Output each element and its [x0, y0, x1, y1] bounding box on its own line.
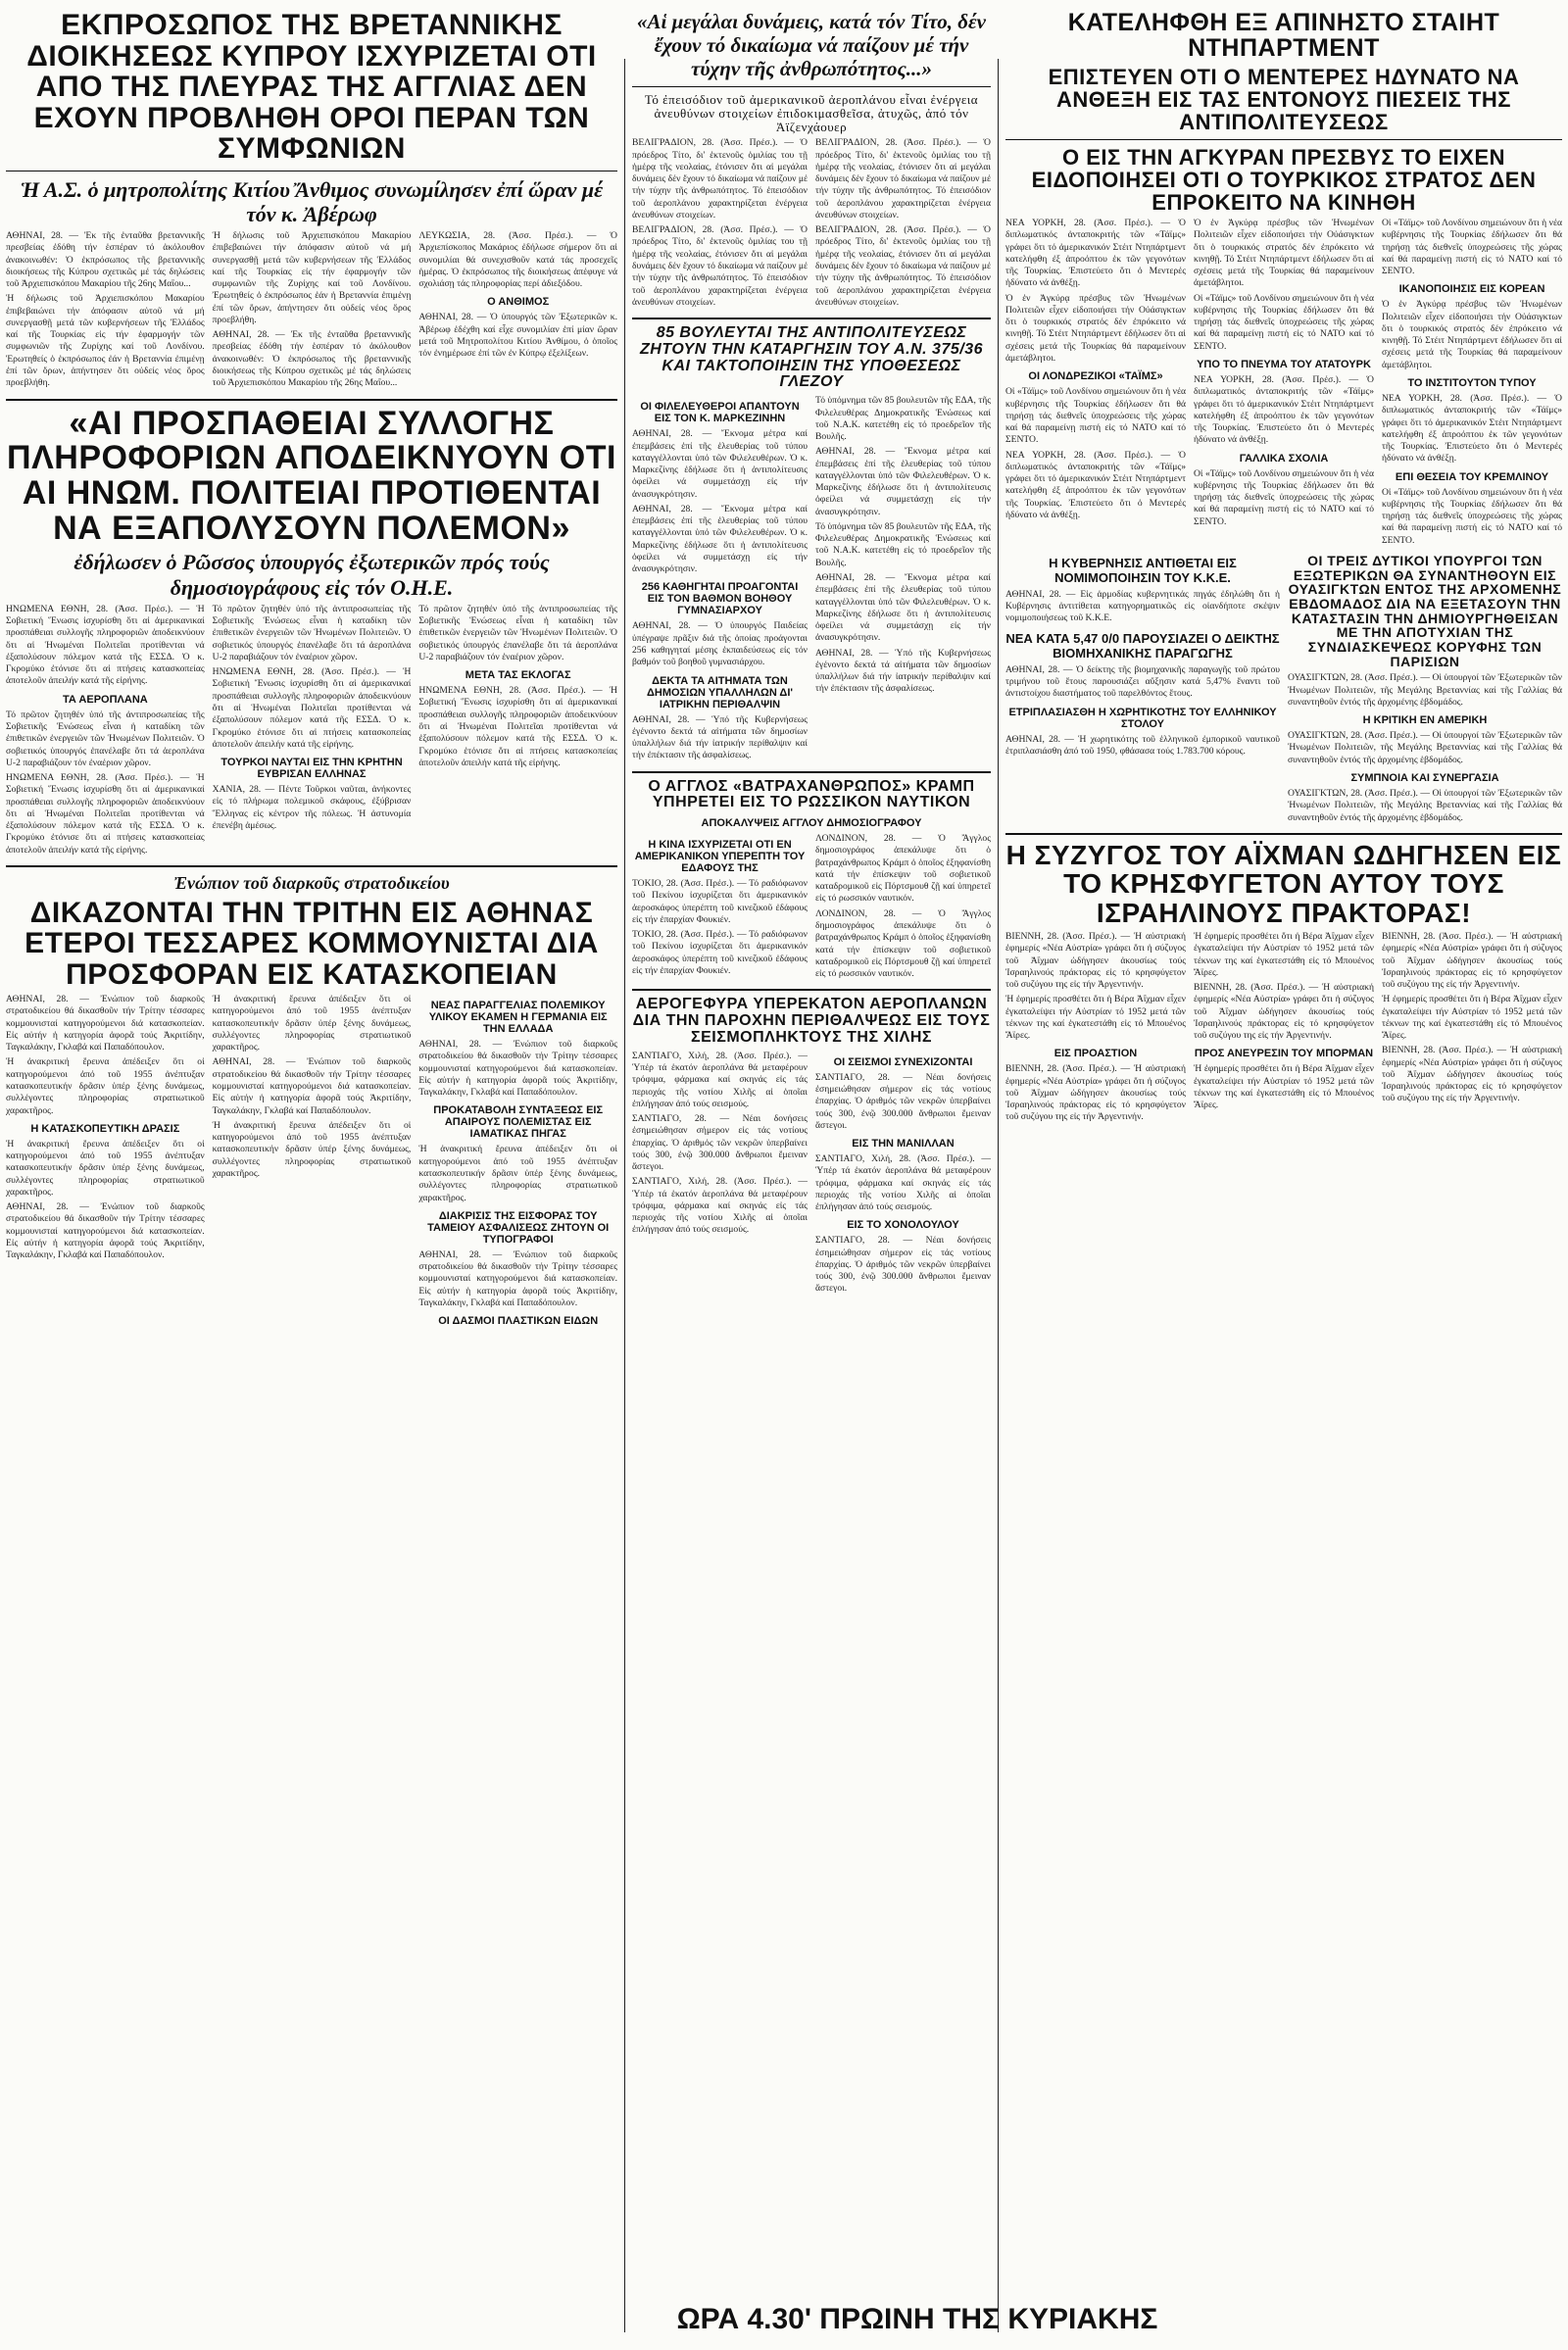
headline-chile: ΑΕΡΟΓΕΦΥΡΑ ΥΠΕΡΕΚΑΤΟΝ ΑΕΡΟΠΛΑΝΩΝ ΔΙΑ ΤΗΝ ΠΑΡΟΧΗΝ ΠΕΡΙΘΑΛΨΕΩΣ ΕΙΣ ΤΟΥΣ ΣΕΙΣΜΟΠΛΗΚΤΟΥΣ ΤΗΣ ΧΙΛΗΣ [632, 996, 991, 1046]
article-text: ΣΑΝΤΙΑΓΟ, 28. — Νέαι δονήσεις ἐσημειώθησαν σήμερον εἰς τάς νοτίους ἐπαρχίας. Ὁ ἀριθμός τῶν νεκρῶν ὑπερβαίνει τούς 300, ἐνῷ 300.000 ἄνθρωποι ἔμειναν ἄστεγοι. [815, 1071, 991, 1131]
article-text: ΗΝΩΜΕΝΑ ΕΘΝΗ, 28. (Ἀσσ. Πρέσ.). — Ἡ Σοβιετική Ἕνωσις ἰσχυρίσθη ὅτι αἱ ἀμερικανικαί προσπάθειαι συλλογῆς πληροφοριῶν ἀποδεικνύουν ὅτι αἱ Ἡνωμέναι Πολιτεῖαι προτίθενται νά ἐξαπολύσουν πόλεμον κατά τῆς ΕΣΣΔ. Ὁ κ. Γκρομύκο ἐτόνισε ὅτι αἱ πτήσεις κατασκοπείας ἀποτελοῦν ἀπειλήν κατά τῆς εἰρήνης. [6, 772, 205, 856]
article-text: ΒΙΕΝΝΗ, 28. (Ἀσσ. Πρέσ.). — Ἡ αὐστριακή ἐφημερίς «Νέα Αὐστρία» γράφει ὅτι ἡ σύζυγος τοῦ Ἀΐχμαν ὡδήγησεν ἀκουσίως τούς Ἰσραηλινούς πράκτορας εἰς τό κρησφύγετον τοῦ συζύγου της εἰς τήν Ἀργεντινήν. [1194, 982, 1374, 1042]
article-text: ΑΘΗΝΑΙ, 28. — Ἐνώπιον τοῦ διαρκοῦς στρατοδικείου θά δικασθοῦν τήν Τρίτην τέσσαρες κομμουνισταί κατηγορούμενοι διά κατασκοπείαν. Εἰς αὐτήν ἡ κατηγορία ἀφορᾶ τούς Ἀκριτίδην, Ταγκαλάκην, Γκλαβά καί Παπαδόπουλον. [418, 1039, 618, 1099]
article-soviet [6, 604, 617, 859]
article-text: ΟΥΑΣΙΓΚΤΩΝ, 28. (Ἀσσ. Πρέσ.). — Οἱ ὑπουργοί τῶν Ἐξωτερικῶν τῶν Ἡνωμένων Πολιτειῶν, τῆς Μεγάλης Βρεταννίας καί τῆς Γαλλίας θά συναντηθοῦν ἐντός τῆς ἀρχομένης ἑβδομάδος. [1288, 730, 1562, 765]
article-text: Ὁ ἐν Ἀγκύρᾳ πρέσβυς τῶν Ἡνωμένων Πολιτειῶν εἶχεν εἰδοποιήσει τήν Οὐάσιγκτων ὅτι ὁ τουρκικός στρατός δέν ἐπρόκειτο νά κινηθῇ. Τό Στέιτ Ντηπάρτμεντ ἐδήλωσεν ὅτι αἱ σχέσεις μετά τῆς Τουρκίας θά παραμείνουν ἀμετάβλητοι. [1194, 218, 1374, 289]
section-caption: ΔΕΚΤΑ ΤΑ ΑΙΤΗΜΑΤΑ ΤΩΝ ΔΗΜΟΣΙΩΝ ΥΠΑΛΛΗΛΩΝ ΔΙ' ΙΑΤΡΙΚΗΝ ΠΕΡΙΘΑΛΨΙΝ [646, 674, 793, 710]
article-text: ΒΕΛΙΓΡΑΔΙΟΝ, 28. (Ἀσσ. Πρέσ.). — Ὁ πρόεδρος Τίτο, δι' ἐκτενοῦς ὁμιλίας του τῇ ἡμέρᾳ τῆς νεολαίας, ἐτόνισεν ὅτι αἱ μεγάλαι δυνάμεις δέν ἔχουν τό δικαίωμα νά παίζουν μέ τήν τύχην τῆς ἀνθρωπότητος. Τό ἐπεισόδιον τοῦ ἀεροπλάνου χαρακτηρίζεται ἐνέργεια ἀνευθύνων στοιχείων. [632, 137, 808, 220]
headline-crabb: Ο ΑΓΓΛΟΣ «ΒΑΤΡΑΧΑΝΘΡΩΠΟΣ» ΚΡΑΜΠ ΥΠΗΡΕΤΕΙ ΕΙΣ ΤΟ ΡΩΣΣΙΚΟΝ ΝΑΥΤΙΚΟΝ [648, 777, 975, 811]
column-left [0, 0, 623, 2350]
section-caption: Η ΚΙΝΑ ΙΣΧΥΡΙΖΕΤΑΙ ΟΤΙ ΕΝ ΑΜΕΡΙΚΑΝΙΚΟΝ ΥΠΕΡΕΠΤΗ ΤΟΥ ΕΔΑΦΟΥΣ ΤΗΣ [634, 839, 806, 875]
article-text: ΑΘΗΝΑΙ, 28. — Ἐνώπιον τοῦ διαρκοῦς στρατοδικείου θά δικασθοῦν τήν Τρίτην τέσσαρες κομμουνισταί κατηγορούμενοι διά κατασκοπείαν. Εἰς αὐτήν ἡ κατηγορία ἀφορᾶ τούς Ἀκριτίδην, Ταγκαλάκην, Γκλαβά καί Παπαδόπουλον. [212, 1056, 412, 1116]
section-caption: ΤΟΥΡΚΟΙ ΝΑΥΤΑΙ ΕΙΣ ΤΗΝ ΚΡΗΤΗΝ ΕΥΒΡΙΣΑΝ ΕΛΛΗΝΑΣ [220, 757, 403, 781]
article-text: Ἡ ἀνακριτική ἔρευνα ἀπέδειξεν ὅτι οἱ κατηγορούμενοι ἀπό τοῦ 1955 ἀνέπτυξαν κατασκοπευτικήν δρᾶσιν ὑπέρ ξένης δυνάμεως, συλλέγοντες πληροφορίας στρατιωτικοῦ χαρακτῆρος. [212, 1119, 412, 1179]
article-text: Ἡ ἀνακριτική ἔρευνα ἀπέδειξεν ὅτι οἱ κατηγορούμενοι ἀπό τοῦ 1955 ἀνέπτυξαν κατασκοπευτικήν δρᾶσιν ὑπέρ ξένης δυνάμεως, συλλέγοντες πληροφορίας στρατιωτικοῦ χαρακτῆρος. [418, 1144, 618, 1203]
article-text: ΒΕΛΙΓΡΑΔΙΟΝ, 28. (Ἀσσ. Πρέσ.). — Ὁ πρόεδρος Τίτο, δι' ἐκτενοῦς ὁμιλίας του τῇ ἡμέρᾳ τῆς νεολαίας, ἐτόνισεν ὅτι αἱ μεγάλαι δυνάμεις δέν ἔχουν τό δικαίωμα νά παίζουν μέ τήν τύχην τῆς ἀνθρωπότητος. Τό ἐπεισόδιον τοῦ ἀεροπλάνου χαρακτηρίζεται ἐνέργεια ἀνευθύνων στοιχείων. [632, 224, 808, 308]
divider [1005, 833, 1562, 835]
article-text: ΒΙΕΝΝΗ, 28. (Ἀσσ. Πρέσ.). — Ἡ αὐστριακή ἐφημερίς «Νέα Αὐστρία» γράφει ὅτι ἡ σύζυγος τοῦ Ἀΐχμαν ὡδήγησεν ἀκουσίως τούς Ἰσραηλινούς πράκτορας εἰς τό κρησφύγετον τοῦ συζύγου της εἰς τήν Ἀργεντινήν. [1005, 1063, 1186, 1123]
headline-communists: ΔΙΚΑΖΟΝΤΑΙ ΤΗΝ ΤΡΙΤΗΝ ΕΙΣ ΑΘΗΝΑΣ ΕΤΕΡΟΙ ΤΕΣΣΑΡΕΣ ΚΟΜΜΟΥΝΙΣΤΑΙ ΔΙΑ ΠΡΟΣΦΟΡΑΝ ΕΙΣ ΚΑΤΑΣΚΟΠΕΙΑΝ [24, 896, 599, 991]
footer-time-stamp: ΩΡΑ 4.30' ΠΡΩΙΝΗ ΤΗΣ ΚΥΡΙΑΚΗΣ [676, 2303, 1158, 2335]
article-text: ΧΑΝΙΑ, 28. — Πέντε Τοῦρκοι ναῦται, ἀνήκοντες εἰς τό πλήρωμα πολεμικοῦ σκάφους, ἐξύβρισαν Ἕλληνας εἰς κέντρον τῆς πόλεως. Ἡ ἀστυνομία ἐπενέβη ἀμέσως. [212, 784, 412, 831]
article-text: ΑΘΗΝΑΙ, 28. — Ἔκνομα μέτρα καί ἐπεμβάσεις ἐπί τῆς ἐλευθερίας τοῦ τύπου καταγγέλλονται ὑπό τῶν Φιλελευθέρων. Ὁ κ. Μαρκεζίνης ἐδήλωσε ὅτι ἡ ἀντιπολίτευσις ὀφείλει νά συμμετάσχῃ εἰς τήν ἀνασυγκρότησιν. [815, 571, 991, 644]
article-text: ΒΙΕΝΝΗ, 28. (Ἀσσ. Πρέσ.). — Ἡ αὐστριακή ἐφημερίς «Νέα Αὐστρία» γράφει ὅτι ἡ σύζυγος τοῦ Ἀΐχμαν ὡδήγησεν ἀκουσίως τούς Ἰσραηλινούς πράκτορας εἰς τό κρησφύγετον τοῦ συζύγου της εἰς τήν Ἀργεντινήν. [1382, 1045, 1562, 1104]
section-caption: ΟΙ ΔΑΣΜΟΙ ΠΛΑΣΤΙΚΩΝ ΕΙΔΩΝ [438, 1315, 599, 1328]
section-caption: ΑΠΟΚΑΛΥΨΕΙΣ ΑΓΓΛΟΥ ΔΗΜΟΣΙΟΓΡΑΦΟΥ [701, 817, 922, 830]
headline-85-mps: 85 ΒΟΥΛΕΥΤΑΙ ΤΗΣ ΑΝΤΙΠΟΛΙΤΕΥΣΕΩΣ ΖΗΤΟΥΝ ΤΗΝ ΚΑΤΑΡΓΗΣΙΝ ΤΟΥ Α.Ν. 375/36 ΚΑΙ ΤΑΚΤΟΠΟΙΗΣΙΝ ΤΗΣ ΥΠΟΘΕΣΕΩΣ ΓΛΕΖΟΥ [640, 324, 983, 391]
subheadline-anthimos: Ἡ Α.Σ. ὁ μητροπολίτης Κιτίου Ἄνθιμος συνωμίλησεν ἐπί ὥραν μέ τόν κ. Ἀβέρωφ [20, 176, 604, 226]
article-text: ΑΘΗΝΑΙ, 28. — Ὁ ὑπουργός Παιδείας ὑπέγραψε πρᾶξιν διά τῆς ὁποίας προάγονται 256 καθηγηταί μέσης ἐκπαιδεύσεως εἰς τόν βαθμόν τοῦ βοηθοῦ γυμνασιάρχου. [632, 620, 808, 668]
article-text: ΣΑΝΤΙΑΓΟ, 28. — Νέαι δονήσεις ἐσημειώθησαν σήμερον εἰς τάς νοτίους ἐπαρχίας. Ὁ ἀριθμός τῶν νεκρῶν ὑπερβαίνει τούς 300, ἐνῷ 300.000 ἄνθρωποι ἔμειναν ἄστεγοι. [815, 1235, 991, 1295]
section-caption: ΓΑΛΛΙΚΑ ΣΧΟΛΙΑ [1239, 452, 1329, 465]
subheadline-gromyko: ἐδήλωσεν ὁ Ρῶσσος ὑπουργός ἐξωτερικῶν πρός τούς δημοσιογράφους εἰς τόν Ο.Η.Ε. [74, 550, 550, 600]
article-cyprus [6, 230, 617, 392]
article-text: ΒΕΛΙΓΡΑΔΙΟΝ, 28. (Ἀσσ. Πρέσ.). — Ὁ πρόεδρος Τίτο, δι' ἐκτενοῦς ὁμιλίας του τῇ ἡμέρᾳ τῆς νεολαίας, ἐτόνισεν ὅτι αἱ μεγάλαι δυνάμεις δέν ἔχουν τό δικαίωμα νά παίζουν μέ τήν τύχην τῆς ἀνθρωπότητος. Τό ἐπεισόδιον τοῦ ἀεροπλάνου χαρακτηρίζεται ἐνέργεια ἀνευθύνων στοιχείων. [815, 224, 991, 308]
article-text: ΣΑΝΤΙΑΓΟ, Χιλή, 28. (Ἀσσ. Πρέσ.). — Ὑπέρ τά ἑκατόν ἀεροπλάνα θά μεταφέρουν τρόφιμα, φάρμακα καί σκηνάς εἰς τάς περιοχάς τῆς νοτίου Χιλῆς αἱ ὁποῖαι ἐπλήγησαν ἀπό τούς σεισμούς. [632, 1050, 808, 1109]
article-chile [632, 1051, 991, 1298]
divider [632, 989, 991, 991]
section-caption: Η ΚΥΒΕΡΝΗΣΙΣ ΑΝΤΙΘΕΤΑΙ ΕΙΣ ΝΟΜΙΜΟΠΟΙΗΣΙΝ ΤΟΥ Κ.Κ.Ε. [1049, 555, 1237, 585]
article-text: ΝΕΑ ΥΟΡΚΗ, 28. (Ἀσσ. Πρέσ.). — Ὁ διπλωματικός ἀνταποκριτής τῶν «Τάϊμς» γράφει ὅτι τό ἀμερικανικόν Στέιτ Ντηπάρτμεντ κατελήφθη ἐξ ἀπροόπτου ἐκ τῶν γεγονότων τῆς Τουρκίας. Ἐπιστεύετο ὅτι ὁ Μεντερές ἠδύνατο νά ἀνθέξῃ. [1005, 449, 1186, 520]
article-text: ΒΕΛΙΓΡΑΔΙΟΝ, 28. (Ἀσσ. Πρέσ.). — Ὁ πρόεδρος Τίτο, δι' ἐκτενοῦς ὁμιλίας του τῇ ἡμέρᾳ τῆς νεολαίας, ἐτόνισεν ὅτι αἱ μεγάλαι δυνάμεις δέν ἔχουν τό δικαίωμα νά παίζουν μέ τήν τύχην τῆς ἀνθρωπότητος. Τό ἐπεισόδιον τοῦ ἀεροπλάνου χαρακτηρίζεται ἐνέργεια ἀνευθύνων στοιχείων. [815, 137, 991, 220]
column-right [1000, 0, 1568, 2350]
divider [6, 865, 617, 867]
article-text: ΣΑΝΤΙΑΓΟ, Χιλή, 28. (Ἀσσ. Πρέσ.). — Ὑπέρ τά ἑκατόν ἀεροπλάνα θά μεταφέρουν τρόφιμα, φάρμακα καί σκηνάς εἰς τάς περιοχάς τῆς νοτίου Χιλῆς αἱ ὁποῖαι ἐπλήγησαν ἀπό τούς σεισμούς. [815, 1153, 991, 1213]
article-text: Τό ὑπόμνημα τῶν 85 βουλευτῶν τῆς ΕΔΑ, τῆς Φιλελευθέρας Δημοκρατικῆς Ἑνώσεως καί τοῦ Ν.Α.Κ. κατετέθη εἰς τό προεδρεῖον τῆς Βουλῆς. [815, 395, 992, 443]
article-text: ΑΘΗΝΑΙ, 28. — Ἐνώπιον τοῦ διαρκοῦς στρατοδικείου θά δικασθοῦν τήν Τρίτην τέσσαρες κομμουνισταί κατηγορούμενοι διά κατασκοπείαν. Εἰς αὐτήν ἡ κατηγορία ἀφορᾶ τούς Ἀκριτίδην, Ταγκαλάκην, Γκλαβά καί Παπαδόπουλον. [418, 1248, 618, 1308]
section-caption: Η ΚΑΤΑΣΚΟΠΕΥΤΙΚΗ ΔΡΑΣΙΣ [30, 1122, 180, 1135]
article-text: Ἡ δήλωσις τοῦ Ἀρχιεπισκόπου Μακαρίου ἐπιβεβαιώνει τήν ἀπόφασιν αὐτοῦ νά μή συνεργασθῇ μετά τῶν κυβερνήσεων τῆς Ἑλλάδος καί τῆς Τουρκίας εἰς τήν ἐφαρμογήν τῶν συμφωνιῶν τῆς Ζυρίχης καί τοῦ Λονδίνου. Ἐρωτηθείς ὁ ἐκπρόσωπος ἐάν ἡ Βρεταννία ἐπιμένῃ ἐπί τῶν ὅρων, ἀπήντησεν ὅτι οὐδείς νέος ὅρος προεβλήθη. [6, 293, 205, 389]
article-court [6, 994, 617, 1331]
article-text: Τό πρῶτον ζητηθέν ὑπό τῆς ἀντιπροσωπείας τῆς Σοβιετικῆς Ἑνώσεως εἶναι ἡ καταδίκη τῶν ἐπιθετικῶν ἐνεργειῶν τῶν Ἡνωμένων Πολιτειῶν. Ὁ σοβιετικός ὑπουργός ἐπανέλαβε ὅτι τά ἀεροπλάνα U-2 παραβιάζουν τόν ἐναέριον χῶρον. [418, 603, 618, 662]
article-text: ΛΟΝΔΙΝΟΝ, 28. — Ὁ Ἄγγλος δημοσιογράφος ἀπεκάλυψε ὅτι ὁ βατραχάνθρωπος Κράμπ ὁ ὁποῖος ἐξηφανίσθη κατά τήν ἐπίσκεψιν τοῦ σοβιετικοῦ καταδρομικοῦ εἰς Πόρτσμουθ ζῇ καί ὑπηρετεῖ εἰς τό ρωσσικόν ναυτικόν. [815, 907, 991, 980]
section-caption: ΕΙΣ ΤΟ ΧΟΝΟΛΟΥΛΟΥ [847, 1219, 959, 1232]
headline-tito: «Αἱ μεγάλαι δυνάμεις, κατά τόν Τίτο, δέν ἔχουν τό δικαίωμα νά παίζουν μέ τήν τύχην τῆς ἀνθρωπότητος...» [637, 10, 986, 81]
article-text: ΝΕΑ ΥΟΡΚΗ, 28. (Ἀσσ. Πρέσ.). — Ὁ διπλωματικός ἀνταποκριτής τῶν «Τάϊμς» γράφει ὅτι τό ἀμερικανικόν Στέιτ Ντηπάρτμεντ κατελήφθη ἐξ ἀπροόπτου ἐκ τῶν γεγονότων τῆς Τουρκίας. Ἐπιστεύετο ὅτι ὁ Μεντερές ἠδύνατο νά ἀνθέξῃ. [1382, 392, 1562, 465]
article-text: ΒΙΕΝΝΗ, 28. (Ἀσσ. Πρέσ.). — Ἡ αὐστριακή ἐφημερίς «Νέα Αὐστρία» γράφει ὅτι ἡ σύζυγος τοῦ Ἀΐχμαν ὡδήγησεν ἀκουσίως τούς Ἰσραηλινούς πράκτορας εἰς τό κρησφύγετον τοῦ συζύγου της εἰς τήν Ἀργεντινήν. [1382, 930, 1562, 991]
article-text: ΣΑΝΤΙΑΓΟ, 28. — Νέαι δονήσεις ἐσημειώθησαν σήμερον εἰς τάς νοτίους ἐπαρχίας. Ὁ ἀριθμός τῶν νεκρῶν ὑπερβαίνει τούς 300, ἐνῷ 300.000 ἄνθρωποι ἔμειναν ἄστεγοι. [632, 1113, 808, 1173]
article-mps [632, 395, 991, 764]
article-text: ΑΘΗΝΑΙ, 28. — Ὁ δείκτης τῆς βιομηχανικῆς παραγωγῆς τοῦ πρώτου τριμήνου τοῦ ἔτους παρουσιάζει αὔξησιν κατά 5,47% ἔναντι τοῦ ἀντιστοίχου διαστήματος τοῦ παρελθόντος ἔτους. [1005, 663, 1280, 700]
headline-state-dept: ΚΑΤΕΛΗΦΘΗ ΕΞ ΑΠΙΝΗΣΤΟ ΣΤΑΙΗΤ ΝΤΗΠΑΡΤΜΕΝΤ [1067, 9, 1500, 63]
article-text: ΤΟΚΙΟ, 28. (Ἀσσ. Πρέσ.). — Τό ραδιόφωνον τοῦ Πεκίνου ἰσχυρίζεται ὅτι ἀμερικανικόν ἀεροσκάφος ὑπερέπτη τοῦ κινεζικοῦ ἐδάφους εἰς τήν ἐπαρχίαν Φουκιέν. [632, 878, 808, 925]
article-text: Ἡ ἀνακριτική ἔρευνα ἀπέδειξεν ὅτι οἱ κατηγορούμενοι ἀπό τοῦ 1955 ἀνέπτυξαν κατασκοπευτικήν δρᾶσιν ὑπέρ ξένης δυνάμεως, συλλέγοντες πληροφορίας στρατιωτικοῦ χαρακτῆρος. [6, 1056, 205, 1116]
article-tito [632, 137, 991, 312]
article-text: Ἡ δήλωσις τοῦ Ἀρχιεπισκόπου Μακαρίου ἐπιβεβαιώνει τήν ἀπόφασιν αὐτοῦ νά μή συνεργασθῇ μετά τῶν κυβερνήσεων τῆς Ἑλλάδος καί τῆς Τουρκίας εἰς τήν ἐφαρμογήν τῶν συμφωνιῶν τῆς Ζυρίχης καί τοῦ Λονδίνου. Ἐρωτηθείς ὁ ἐκπρόσωπος ἐάν ἡ Βρεταννία ἐπιμένῃ ἐπί τῶν ὅρων, ἀπήντησεν ὅτι οὐδείς νέος ὅρος προεβλήθη. [212, 230, 412, 325]
article-text: ΑΘΗΝΑΙ, 28. — Ἔκνομα μέτρα καί ἐπεμβάσεις ἐπί τῆς ἐλευθερίας τοῦ τύπου καταγγέλλονται ὑπό τῶν Φιλελευθέρων. Ὁ κ. Μαρκεζίνης ἐδήλωσε ὅτι ἡ ἀντιπολίτευσις ὀφείλει νά συμμετάσχῃ εἰς τήν ἀνασυγκρότησιν. [632, 503, 808, 575]
column-rule [624, 59, 625, 2332]
column-rule [998, 59, 999, 2332]
headline-menderes: ΕΠΙΣΤΕΥΕΝ ΟΤΙ Ο ΜΕΝΤΕΡΕΣ ΗΔΥΝΑΤΟ ΝΑ ΑΝΘΕΞΗ ΕΙΣ ΤΑΣ ΕΝΤΟΝΟΥΣ ΠΙΕΣΕΙΣ ΤΗΣ ΑΝΤΙΠΟΛΙΤΕΥΣΕΩΣ [1048, 64, 1520, 134]
article-text: ΑΘΗΝΑΙ, 28. — Ἔκνομα μέτρα καί ἐπεμβάσεις ἐπί τῆς ἐλευθερίας τοῦ τύπου καταγγέλλονται ὑπό τῶν Φιλελευθέρων. Ὁ κ. Μαρκεζίνης ἐδήλωσε ὅτι ἡ ἀντιπολίτευσις ὀφείλει νά συμμετάσχῃ εἰς τήν ἀνασυγκρότησιν. [815, 446, 991, 517]
article-text: ΣΑΝΤΙΑΓΟ, Χιλή, 28. (Ἀσσ. Πρέσ.). — Ὑπέρ τά ἑκατόν ἀεροπλάνα θά μεταφέρουν τρόφιμα, φάρμακα καί σκηνάς εἰς τάς περιοχάς τῆς νοτίου Χιλῆς αἱ ὁποῖαι ἐπλήγησαν ἀπό τούς σεισμούς. [632, 1176, 808, 1236]
subheadline-plane: Τό ἐπεισόδιον τοῦ ἀμερικανικοῦ ἀεροπλάνου εἶναι ἐνέργεια ἀνευθύνων στοιχείων ἐπιδοκιμασθεῖσα, ἀτυχῶς, ἀπό τόν Ἀϊζενχάουερ [644, 92, 979, 134]
section-caption: ΕΠΙ ΘΕΣΕΙΑ ΤΟΥ ΚΡΕΜΛΙΝΟΥ [1395, 470, 1549, 483]
section-caption: ΕΙΣ ΤΗΝ ΜΑΝΙΛΛΑΝ [852, 1138, 955, 1151]
article-text: Οἱ «Τάϊμς» τοῦ Λονδίνου σημειώνουν ὅτι ἡ νέα κυβέρνησις τῆς Τουρκίας ἐδήλωσεν ὅτι θά τηρήσῃ τάς διεθνεῖς ὑποχρεώσεις τῆς χώρας καί θά παραμείνῃ πιστή εἰς τό ΝΑΤΟ καί τό ΣΕΝΤΟ. [1194, 292, 1374, 352]
section-caption: ΔΙΑΚΡΙΣΙΣ ΤΗΣ ΕΙΣΦΟΡΑΣ ΤΟΥ ΤΑΜΕΙΟΥ ΑΣΦΑΛΙΣΕΩΣ ΖΗΤΟΥΝ ΟΙ ΤΥΠΟΓΡΑΦΟΙ [427, 1209, 610, 1246]
section-caption: ΟΙ ΦΙΛΕΛΕΥΘΕΡΟΙ ΑΠΑΝΤΟΥΝ ΕΙΣ ΤΟΝ Κ. ΜΑΡΚΕΖΙΝΗΝ [640, 401, 800, 425]
article-text: Ἡ ἀνακριτική ἔρευνα ἀπέδειξεν ὅτι οἱ κατηγορούμενοι ἀπό τοῦ 1955 ἀνέπτυξαν κατασκοπευτικήν δρᾶσιν ὑπέρ ξένης δυνάμεως, συλλέγοντες πληροφορίας στρατιωτικοῦ χαρακτῆρος. [6, 1138, 205, 1198]
section-caption: ΤΑ ΑΕΡΟΠΛΑΝΑ [62, 693, 148, 706]
section-caption: ΠΡΟΚΑΤΑΒΟΛΗ ΣΥΝΤΑΞΕΩΣ ΕΙΣ ΑΠΑΙΡΟΥΣ ΠΟΛΕΜΙΣΤΑΣ ΕΙΣ ΙΑΜΑΤΙΚΑΣ ΠΗΓΑΣ [433, 1104, 604, 1141]
headline-cyprus: ΕΚΠΡΟΣΩΠΟΣ ΤΗΣ ΒΡΕΤΑΝΝΙΚΗΣ ΔΙΟΙΚΗΣΕΩΣ ΚΥΠΡΟΥ ΙΣΧΥΡΙΖΕΤΑΙ ΟΤΙ ΑΠΟ ΤΗΣ ΠΛΕΥΡΑΣ ΤΗΣ ΑΓΓΛΙΑΣ ΔΕΝ ΕΧΟΥΝ ΠΡΟΒΛΗΘΗ ΟΡΟΙ ΠΕΡΑΝ ΤΩΝ ΣΥΜΦΩΝΙΩΝ [26, 9, 597, 165]
divider [6, 399, 617, 401]
article-text: Οἱ «Τάϊμς» τοῦ Λονδίνου σημειώνουν ὅτι ἡ νέα κυβέρνησις τῆς Τουρκίας ἐδήλωσεν ὅτι θά τηρήσῃ τάς διεθνεῖς ὑποχρεώσεις τῆς χώρας καί θά παραμείνῃ πιστή εἰς τό ΝΑΤΟ καί τό ΣΕΝΤΟ. [1194, 467, 1374, 527]
section-caption: ΠΡΟΣ ΑΝΕΥΡΕΣΙΝ ΤΟΥ ΜΠΟΡΜΑΝ [1194, 1048, 1374, 1060]
article-text: Ἡ ἀνακριτική ἔρευνα ἀπέδειξεν ὅτι οἱ κατηγορούμενοι ἀπό τοῦ 1955 ἀνέπτυξαν κατασκοπευτικήν δρᾶσιν ὑπέρ ξένης δυνάμεως, συλλέγοντες πληροφορίας στρατιωτικοῦ χαρακτῆρος. [212, 994, 412, 1053]
article-text: ΤΟΚΙΟ, 28. (Ἀσσ. Πρέσ.). — Τό ραδιόφωνον τοῦ Πεκίνου ἰσχυρίζεται ὅτι ἀμερικανικόν ἀεροσκάφος ὑπερέπτη τοῦ κινεζικοῦ ἐδάφους εἰς τήν ἐπαρχίαν Φουκιέν. [632, 929, 808, 977]
article-text: ΟΥΑΣΙΓΚΤΩΝ, 28. (Ἀσσ. Πρέσ.). — Οἱ ὑπουργοί τῶν Ἐξωτερικῶν τῶν Ἡνωμένων Πολιτειῶν, τῆς Μεγάλης Βρεταννίας καί τῆς Γαλλίας θά συναντηθοῦν ἐντός τῆς ἀρχομένης ἑβδομάδος. [1288, 672, 1562, 708]
article-greek-news [1005, 550, 1562, 827]
section-caption: ΤΟ ΙΝΣΤΙΤΟΥΤΟΝ ΤΥΠΟΥ [1407, 376, 1537, 389]
section-caption: ΕΤΡΙΠΛΑΣΙΑΣΘΗ Η ΧΩΡΗΤΙΚΟΤΗΣ ΤΟΥ ΕΛΛΗΝΙΚΟΥ ΣΤΟΛΟΥ [1008, 706, 1277, 730]
section-caption: ΜΕΤΑ ΤΑΣ ΕΚΛΟΓΑΣ [465, 669, 571, 682]
article-text: ΗΝΩΜΕΝΑ ΕΘΝΗ, 28. (Ἀσσ. Πρέσ.). — Ἡ Σοβιετική Ἕνωσις ἰσχυρίσθη ὅτι αἱ ἀμερικανικαί προσπάθειαι συλλογῆς πληροφοριῶν ἀποδεικνύουν ὅτι αἱ Ἡνωμέναι Πολιτεῖαι προτίθενται νά ἐξαπολύσουν πόλεμον κατά τῆς ΕΣΣΔ. Ὁ κ. Γκρομύκο ἐτόνισε ὅτι αἱ πτήσεις κατασκοπείας ἀποτελοῦν ἀπειλήν κατά τῆς εἰρήνης. [418, 685, 618, 768]
article-text: ΑΘΗΝΑΙ, 28. — Ὑπό τῆς Κυβερνήσεως ἐγένοντο δεκτά τά αἰτήματα τῶν δημοσίων ὑπαλλήλων διά τήν ἰατρικήν περίθαλψιν καί τήν ἐπέκτασιν τῆς ἀσφαλίσεως. [815, 647, 991, 695]
article-text: ΝΕΑ ΥΟΡΚΗ, 28. (Ἀσσ. Πρέσ.). — Ὁ διπλωματικός ἀνταποκριτής τῶν «Τάϊμς» γράφει ὅτι τό ἀμερικανικόν Στέιτ Ντηπάρτμεντ κατελήφθη ἐξ ἀπροόπτου ἐκ τῶν γεγονότων τῆς Τουρκίας. Ἐπιστεύετο ὅτι ὁ Μεντερές ἠδύνατο νά ἀνθέξῃ. [1194, 373, 1374, 446]
article-eichmann [1005, 931, 1562, 1127]
section-caption: ΣΥΜΠΝΟΙΑ ΚΑΙ ΣΥΝΕΡΓΑΣΙΑ [1350, 772, 1499, 784]
section-caption: Η ΚΡΙΤΙΚΗ ΕΝ ΑΜΕΡΙΚΗ [1362, 714, 1488, 727]
headline-soviet: «ΑΙ ΠΡΟΣΠΑΘΕΙΑΙ ΣΥΛΛΟΓΗΣ ΠΛΗΡΟΦΟΡΙΩΝ ΑΠΟΔΕΙΚΝΥΟΥΝ ΟΤΙ ΑΙ ΗΝΩΜ. ΠΟΛΙΤΕΙΑΙ ΠΡΟΤΙΘΕΝΤΑΙ ΝΑ ΕΞΑΠΟΛΥΣΟΥΝ ΠΟΛΕΜΟΝ» [7, 404, 616, 547]
article-text: ΗΝΩΜΕΝΑ ΕΘΝΗ, 28. (Ἀσσ. Πρέσ.). — Ἡ Σοβιετική Ἕνωσις ἰσχυρίσθη ὅτι αἱ ἀμερικανικαί προσπάθειαι συλλογῆς πληροφοριῶν ἀποδεικνύουν ὅτι αἱ Ἡνωμέναι Πολιτεῖαι προτίθενται νά ἐξαπολύσουν πόλεμον κατά τῆς ΕΣΣΔ. Ὁ κ. Γκρομύκο ἐτόνισε ὅτι αἱ πτήσεις κατασκοπείας ἀποτελοῦν ἀπειλήν κατά τῆς εἰρήνης. [6, 603, 205, 687]
article-text: Οἱ «Τάϊμς» τοῦ Λονδίνου σημειώνουν ὅτι ἡ νέα κυβέρνησις τῆς Τουρκίας ἐδήλωσεν ὅτι θά τηρήσῃ τάς διεθνεῖς ὑποχρεώσεις τῆς χώρας καί θά παραμείνῃ πιστή εἰς τό ΝΑΤΟ καί τό ΣΕΝΤΟ. [1382, 218, 1562, 277]
article-text: ΑΘΗΝΑΙ, 28. — Ἡ χωρητικότης τοῦ ἑλληνικοῦ ἐμπορικοῦ ναυτικοῦ ἐτριπλασιάσθη ἀπό τοῦ 1950, φθάσασα τούς 1.783.700 κόρους. [1005, 733, 1280, 757]
divider [632, 318, 991, 319]
article-text: ΑΘΗΝΑΙ, 28. — Ἐκ τῆς ἐνταῦθα βρεταννικῆς πρεσβείας ἐδόθη τήν ἑσπέραν τό ἀκόλουθον ἀνακοινωθέν: Ὁ ἐκπρόσωπος τῆς βρεταννικῆς διοικήσεως τῆς Κύπρου σχετικῶς μέ τάς δηλώσεις τοῦ Ἀρχιεπισκόπου Μακαρίου τῆς 26ης Μαΐου... [6, 230, 205, 290]
section-caption: ΟΙ ΣΕΙΣΜΟΙ ΣΥΝΕΧΙΖΟΝΤΑΙ [833, 1055, 973, 1068]
headline-turkish-army: Ο ΕΙΣ ΤΗΝ ΑΓΚΥΡΑΝ ΠΡΕΣΒΥΣ ΤΟ ΕΙΧΕΝ ΕΙΔΟΠΟΙΗΣΕΙ ΟΤΙ Ο ΤΟΥΡΚΙΚΟΣ ΣΤΡΑΤΟΣ ΔΕΝ ΕΠΡΟΚΕΙΤΟ ΝΑ ΚΙΝΗΘΗ [1031, 144, 1537, 215]
article-text: ΑΘΗΝΑΙ, 28. — Ὁ ὑπουργός τῶν Ἐξωτερικῶν κ. Ἀβέρωφ ἐδέχθη καί εἶχε συνομιλίαν ἐπί μίαν ὥραν μετά τοῦ Μητροπολίτου Κιτίου Ἀνθίμου, ὁ ὁποῖος τόν ἐνημέρωσε ἐπί τῶν ἐν Κύπρῳ ἐξελίξεων. [418, 312, 618, 360]
article-text: Τό πρῶτον ζητηθέν ὑπό τῆς ἀντιπροσωπείας τῆς Σοβιετικῆς Ἑνώσεως εἶναι ἡ καταδίκη τῶν ἐπιθετικῶν ἐνεργειῶν τῶν Ἡνωμένων Πολιτειῶν. Ὁ σοβιετικός ὑπουργός ἐπανέλαβε ὅτι τά ἀεροπλάνα U-2 παραβιάζουν τόν ἐναέριον χῶρον. [6, 709, 205, 768]
article-text: ΑΘΗΝΑΙ, 28. — Εἰς ἁρμοδίας κυβερνητικάς πηγάς ἐδηλώθη ὅτι ἡ Κυβέρνησις ἀντιτίθεται κατηγορηματικῶς εἰς οἱανδήποτε σκέψιν νομιμοποιήσεως τοῦ Κ.Κ.Ε. [1005, 588, 1280, 624]
article-text: ΑΘΗΝΑΙ, 28. — Ἔκνομα μέτρα καί ἐπεμβάσεις ἐπί τῆς ἐλευθερίας τοῦ τύπου καταγγέλλονται ὑπό τῶν Φιλελευθέρων. Ὁ κ. Μαρκεζίνης ἐδήλωσε ὅτι ἡ ἀντιπολίτευσις ὀφείλει νά συμμετάσχῃ εἰς τήν ἀνασυγκρότησιν. [632, 428, 808, 500]
article-text: Οἱ «Τάϊμς» τοῦ Λονδίνου σημειώνουν ὅτι ἡ νέα κυβέρνησις τῆς Τουρκίας ἐδήλωσεν ὅτι θά τηρήσῃ τάς διεθνεῖς ὑποχρεώσεις τῆς χώρας καί θά παραμείνῃ πιστή εἰς τό ΝΑΤΟ καί τό ΣΕΝΤΟ. [1382, 486, 1562, 546]
section-caption: 256 ΚΑΘΗΓΗΤΑΙ ΠΡΟΑΓΟΝΤΑΙ ΕΙΣ ΤΟΝ ΒΑΘΜΟΝ ΒΟΗΘΟΥ ΓΥΜΝΑΣΙΑΡΧΟΥ [641, 581, 799, 617]
article-text: ΑΘΗΝΑΙ, 28. — Ἐκ τῆς ἐνταῦθα βρεταννικῆς πρεσβείας ἐδόθη τήν ἑσπέραν τό ἀκόλουθον ἀνακοινωθέν: Ὁ ἐκπρόσωπος τῆς βρεταννικῆς διοικήσεως τῆς Κύπρου σχετικῶς μέ τάς δηλώσεις τοῦ Ἀρχιεπισκόπου Μακαρίου τῆς 26ης Μαΐου... [212, 329, 412, 389]
section-caption: ΙΚΑΝΟΠΟΙΗΣΙΣ ΕΙΣ ΚΟΡΕΑΝ [1398, 283, 1545, 296]
section-caption: ΕΙΣ ΠΡΟΑΣΤΙΟΝ [1054, 1048, 1138, 1060]
section-caption: Ο ΑΝΘΙΜΟΣ [487, 296, 550, 309]
article-text: ΒΙΕΝΝΗ, 28. (Ἀσσ. Πρέσ.). — Ἡ αὐστριακή ἐφημερίς «Νέα Αὐστρία» γράφει ὅτι ἡ σύζυγος τοῦ Ἀΐχμαν ὡδήγησεν ἀκουσίως τούς Ἰσραηλινούς πράκτορας εἰς τό κρησφύγετον τοῦ συζύγου της εἰς τήν Ἀργεντινήν. [1005, 930, 1186, 991]
article-text: Ὁ ἐν Ἀγκύρᾳ πρέσβυς τῶν Ἡνωμένων Πολιτειῶν εἶχεν εἰδοποιήσει τήν Οὐάσιγκτων ὅτι ὁ τουρκικός στρατός δέν ἐπρόκειτο νά κινηθῇ. Τό Στέιτ Ντηπάρτμεντ ἐδήλωσεν ὅτι αἱ σχέσεις μετά τῆς Τουρκίας θά παραμείνουν ἀμετάβλητοι. [1382, 299, 1562, 370]
article-text: Τό πρῶτον ζητηθέν ὑπό τῆς ἀντιπροσωπείας τῆς Σοβιετικῆς Ἑνώσεως εἶναι ἡ καταδίκη τῶν ἐπιθετικῶν ἐνεργειῶν τῶν Ἡνωμένων Πολιτειῶν. Ὁ σοβιετικός ὑπουργός ἐπανέλαβε ὅτι τά ἀεροπλάνα U-2 παραβιάζουν τόν ἐναέριον χῶρον. [212, 603, 412, 662]
article-text: Ἡ ἐφημερίς προσθέτει ὅτι ἡ Βέρα Ἀΐχμαν εἶχεν ἐγκαταλείψει τήν Αὐστρίαν τό 1952 μετά τῶν τέκνων της καί ἐγκατεστάθη εἰς τό Μπουένος Ἄϊρες. [1194, 1063, 1374, 1111]
headline-eichmann: Η ΣΥΖΥΓΟΣ ΤΟΥ ΑΪΧΜΑΝ ΩΔΗΓΗΣΕΝ ΕΙΣ ΤΟ ΚΡΗΣΦΥΓΕΤΟΝ ΑΥΤΟΥ ΤΟΥΣ ΙΣΡΑΗΛΙΝΟΥΣ ΠΡΑΚΤΟΡΑΣ! [1005, 839, 1562, 928]
section-caption: ΝΕΑ ΚΑΤΑ 5,47 0/0 ΠΑΡΟΥΣΙΑΖΕΙ Ο ΔΕΙΚΤΗΣ ΒΙΟΜΗΧΑΝΙΚΗΣ ΠΑΡΑΓΩΓΗΣ [1005, 630, 1280, 661]
article-text: ΛΕΥΚΩΣΙΑ, 28. (Ἀσσ. Πρέσ.). — Ὁ Ἀρχιεπίσκοπος Μακάριος ἐδήλωσε σήμερον ὅτι αἱ συνομιλίαι θά συνεχισθοῦν κατά τάς προσεχεῖς ἡμέρας. Ὁ ἐκπρόσωπος τῆς διοικήσεως ἀπέφυγε νά σχολιάσῃ τάς πληροφορίας περί ἀδιεξόδου. [418, 230, 618, 290]
section-caption: ΝΕΑΣ ΠΑΡΑΓΓΕΛΙΑΣ ΠΟΛΕΜΙΚΟΥ ΥΛΙΚΟΥ ΕΚΑΜΕΝ Η ΓΕΡΜΑΝΙΑ ΕΙΣ ΤΗΝ ΕΛΛΑΔΑ [428, 1000, 608, 1036]
article-text: Ἡ ἐφημερίς προσθέτει ὅτι ἡ Βέρα Ἀΐχμαν εἶχεν ἐγκαταλείψει τήν Αὐστρίαν τό 1952 μετά τῶν τέκνων της καί ἐγκατεστάθη εἰς τό Μπουένος Ἄϊρες. [1382, 994, 1562, 1042]
article-crabb [632, 833, 991, 983]
article-text: Ὁ ἐν Ἀγκύρᾳ πρέσβυς τῶν Ἡνωμένων Πολιτειῶν εἶχεν εἰδοποιήσει τήν Οὐάσιγκτων ὅτι ὁ τουρκικός στρατός δέν ἐπρόκειτο νά κινηθῇ. Τό Στέιτ Ντηπάρτμεντ ἐδήλωσεν ὅτι αἱ σχέσεις μετά τῆς Τουρκίας θά παραμείνουν ἀμετάβλητοι. [1005, 292, 1186, 364]
article-text: Ἡ ἐφημερίς προσθέτει ὅτι ἡ Βέρα Ἀΐχμαν εἶχεν ἐγκαταλείψει τήν Αὐστρίαν τό 1952 μετά τῶν τέκνων της καί ἐγκατεστάθη εἰς τό Μπουένος Ἄϊρες. [1194, 930, 1374, 978]
article-text: ΛΟΝΔΙΝΟΝ, 28. — Ὁ Ἄγγλος δημοσιογράφος ἀπεκάλυψε ὅτι ὁ βατραχάνθρωπος Κράμπ ὁ ὁποῖος ἐξηφανίσθη κατά τήν ἐπίσκεψιν τοῦ σοβιετικοῦ καταδρομικοῦ εἰς Πόρτσμουθ ζῇ καί ὑπηρετεῖ εἰς τό ρωσσικόν ναυτικόν. [815, 833, 991, 905]
subheadline-court: Ἐνώπιον τοῦ διαρκοῦς στρατοδικείου [173, 872, 450, 893]
column-middle [626, 0, 997, 2350]
article-text: Οἱ «Τάϊμς» τοῦ Λονδίνου σημειώνουν ὅτι ἡ νέα κυβέρνησις τῆς Τουρκίας ἐδήλωσεν ὅτι θά τηρήσῃ τάς διεθνεῖς ὑποχρεώσεις τῆς χώρας καί θά παραμείνῃ πιστή εἰς τό ΝΑΤΟ καί τό ΣΕΝΤΟ. [1005, 386, 1186, 446]
divider [632, 86, 991, 87]
divider [1005, 139, 1562, 140]
article-text: ΑΘΗΝΑΙ, 28. — Ἐνώπιον τοῦ διαρκοῦς στρατοδικείου θά δικασθοῦν τήν Τρίτην τέσσαρες κομμουνισταί κατηγορούμενοι διά κατασκοπείαν. Εἰς αὐτήν ἡ κατηγορία ἀφορᾶ τούς Ἀκριτίδην, Ταγκαλάκην, Γκλαβά καί Παπαδόπουλον. [6, 994, 205, 1053]
article-text: ΝΕΑ ΥΟΡΚΗ, 28. (Ἀσσ. Πρέσ.). — Ὁ διπλωματικός ἀνταποκριτής τῶν «Τάϊμς» γράφει ὅτι τό ἀμερικανικόν Στέιτ Ντηπάρτμεντ κατελήφθη ἐξ ἀπροόπτου ἐκ τῶν γεγονότων τῆς Τουρκίας. Ἐπιστεύετο ὅτι ὁ Μεντερές ἠδύνατο νά ἀνθέξῃ. [1005, 218, 1186, 289]
article-text: ΗΝΩΜΕΝΑ ΕΘΝΗ, 28. (Ἀσσ. Πρέσ.). — Ἡ Σοβιετική Ἕνωσις ἰσχυρίσθη ὅτι αἱ ἀμερικανικαί προσπάθειαι συλλογῆς πληροφοριῶν ἀποδεικνύουν ὅτι αἱ Ἡνωμέναι Πολιτεῖαι προτίθενται νά ἐξαπολύσουν πόλεμον κατά τῆς ΕΣΣΔ. Ὁ κ. Γκρομύκο ἐτόνισε ὅτι αἱ πτήσεις κατασκοπείας ἀποτελοῦν ἀπειλήν κατά τῆς εἰρήνης. [212, 666, 412, 750]
article-text: ΑΘΗΝΑΙ, 28. — Ἐνώπιον τοῦ διαρκοῦς στρατοδικείου θά δικασθοῦν τήν Τρίτην τέσσαρες κομμουνισταί κατηγορούμενοι διά κατασκοπείαν. Εἰς αὐτήν ἡ κατηγορία ἀφορᾶ τούς Ἀκριτίδην, Ταγκαλάκην, Γκλαβά καί Παπαδόπουλον. [6, 1201, 205, 1261]
article-turkey [1005, 218, 1562, 550]
article-text: ΟΥΑΣΙΓΚΤΩΝ, 28. (Ἀσσ. Πρέσ.). — Οἱ ὑπουργοί τῶν Ἐξωτερικῶν τῶν Ἡνωμένων Πολιτειῶν, τῆς Μεγάλης Βρεταννίας καί τῆς Γαλλίας θά συναντηθοῦν ἐντός τῆς ἀρχομένης ἑβδομάδος. [1288, 788, 1562, 823]
article-text: ΑΘΗΝΑΙ, 28. — Ὑπό τῆς Κυβερνήσεως ἐγένοντο δεκτά τά αἰτήματα τῶν δημοσίων ὑπαλλήλων διά τήν ἰατρικήν περίθαλψιν καί τήν ἐπέκτασιν τῆς ἀσφαλίσεως. [632, 713, 808, 761]
section-caption: ΥΠΟ ΤΟ ΠΝΕΥΜΑ ΤΟΥ ΑΤΑΤΟΥΡΚ [1197, 358, 1371, 370]
article-text: Ἡ ἐφημερίς προσθέτει ὅτι ἡ Βέρα Ἀΐχμαν εἶχεν ἐγκαταλείψει τήν Αὐστρίαν τό 1952 μετά τῶν τέκνων της καί ἐγκατεστάθη εἰς τό Μπουένος Ἄϊρες. [1005, 994, 1186, 1042]
section-caption: ΟΙ ΛΟΝΔΡΕΖΙΚΟΙ «ΤΑΪΜΣ» [1028, 370, 1163, 383]
article-text: Τό ὑπόμνημα τῶν 85 βουλευτῶν τῆς ΕΔΑ, τῆς Φιλελευθέρας Δημοκρατικῆς Ἑνώσεως καί τοῦ Ν.Α.Κ. κατετέθη εἰς τό προεδρεῖον τῆς Βουλῆς. [815, 520, 992, 568]
divider [632, 771, 991, 773]
headline-foreign-ministers: ΟΙ ΤΡΕΙΣ ΔΥΤΙΚΟΙ ΥΠΟΥΡΓΟΙ ΤΩΝ ΕΞΩΤΕΡΙΚΩΝ ΘΑ ΣΥΝΑΝΤΗΘΟΥΝ ΕΙΣ ΟΥΑΣΙΓΚΤΩΝ ΕΝΤΟΣ ΤΗΣ ΑΡΧΟΜΕΝΗΣ ΕΒΔΟΜΑΔΟΣ ΔΙΑ ΝΑ ΕΞΕΤΑΣΟΥΝ ΤΗΝ ΚΑΤΑΣΤΑΣΙΝ ΤΗΝ ΔΗΜΙΟΥΡΓΗΘΕΙΣΑΝ ΜΕ ΤΗΝ ΑΠΟΤΥΧΙΑΝ ΤΗΣ ΣΥΝΔΙΑΣΚΕΨΕΩΣ ΚΟΡΥΦΗΣ ΤΩΝ ΠΑΡΙΣΙΩΝ [1288, 552, 1562, 669]
